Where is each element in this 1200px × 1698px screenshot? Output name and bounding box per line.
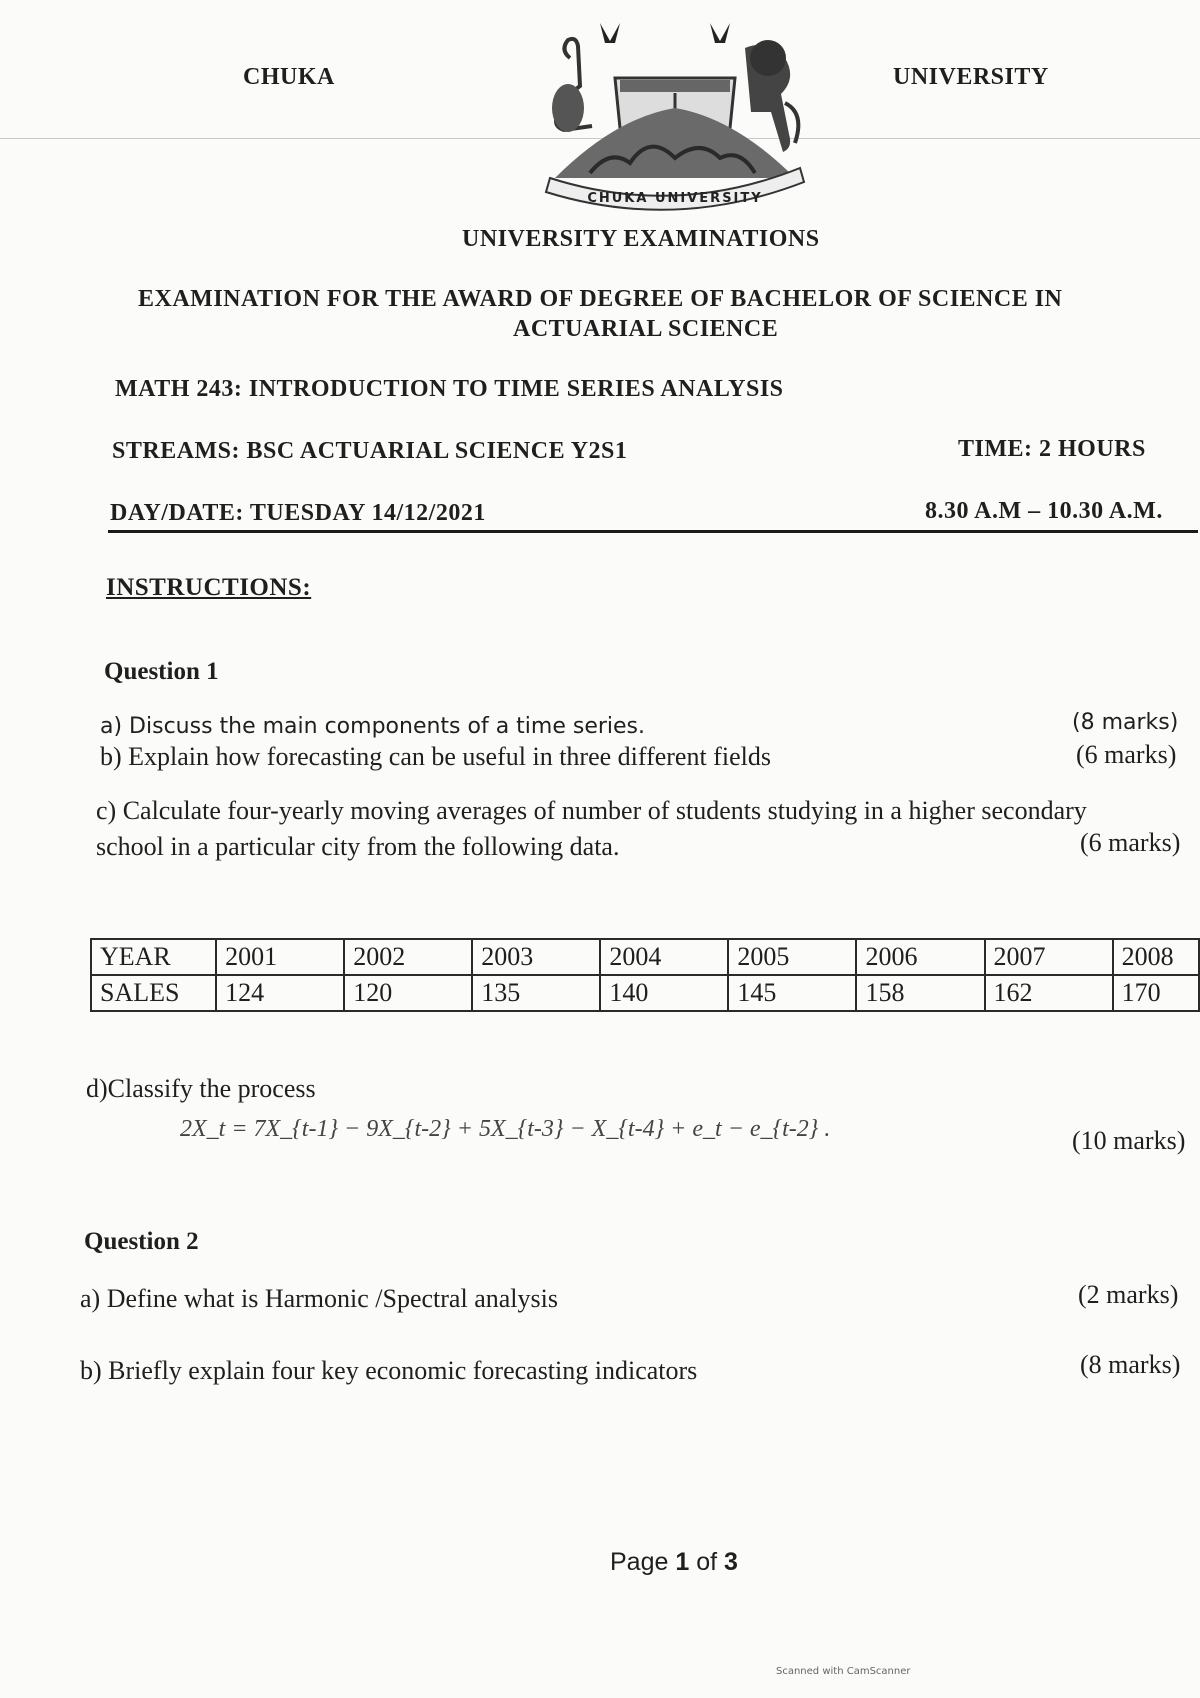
table-cell: 2007 — [985, 939, 1113, 975]
header-left-word: CHUKA — [243, 64, 335, 90]
instructions-label: INSTRUCTIONS: — [106, 574, 312, 601]
page-of: of — [689, 1548, 724, 1576]
table-cell: 145 — [728, 975, 856, 1011]
q1-part-d-marks: (10 marks) — [1072, 1126, 1186, 1155]
scanner-watermark: Scanned with CamScanner — [776, 1666, 911, 1677]
exams-title: UNIVERSITY EXAMINATIONS — [462, 226, 820, 252]
table-cell: 2004 — [600, 939, 728, 975]
table-row-sales — [91, 975, 1199, 1011]
q2-part-b: b) Briefly explain four key economic forecasting indicators — [80, 1356, 698, 1385]
table-cell: 2002 — [344, 939, 472, 975]
q1-part-c-marks: (6 marks) — [1080, 828, 1181, 857]
table-cell: 2006 — [856, 939, 984, 975]
page-current: 1 — [675, 1548, 690, 1576]
q1-part-d: d)Classify the process — [86, 1074, 316, 1103]
q2-part-a: a) Define what is Harmonic /Spectral analysis — [80, 1284, 558, 1313]
table-cell: 2005 — [728, 939, 856, 975]
award-line-1: EXAMINATION FOR THE AWARD OF DEGREE OF BACHELOR OF SCIENCE IN — [138, 286, 1063, 312]
question-2-title: Question 2 — [84, 1228, 199, 1255]
table-cell: 2003 — [472, 939, 600, 975]
table-cell: 140 — [600, 975, 728, 1011]
q1-part-c-line-2: school in a particular city from the following data. — [96, 832, 620, 861]
exam-day-date: DAY/DATE: TUESDAY 14/12/2021 — [110, 500, 486, 526]
table-cell: 124 — [216, 975, 344, 1011]
award-line-2: ACTUARIAL SCIENCE — [513, 316, 779, 342]
svg-text:CHUKA UNIVERSITY: CHUKA UNIVERSITY — [587, 191, 763, 206]
q1-part-a: a) Discuss the main components of a time series. — [100, 714, 646, 739]
question-1-title: Question 1 — [104, 658, 219, 685]
table-cell: SALES — [91, 975, 216, 1011]
table-row-year — [91, 939, 1199, 975]
course-title: MATH 243: INTRODUCTION TO TIME SERIES ANALYSIS — [115, 376, 784, 402]
page-label: Page — [610, 1548, 676, 1576]
table-cell: 2008 — [1113, 939, 1199, 975]
table-cell: 170 — [1113, 975, 1199, 1011]
q1-part-b-marks: (6 marks) — [1076, 740, 1177, 769]
students-data-table — [90, 938, 1200, 1012]
header-right-word: UNIVERSITY — [893, 64, 1049, 90]
exam-hours: 8.30 A.M – 10.30 A.M. — [925, 498, 1163, 524]
q1-part-c-line-1: c) Calculate four-yearly moving averages of number of students studying in a higher secondary — [96, 796, 1087, 825]
table-cell: 2001 — [216, 939, 344, 975]
page-number — [610, 1548, 738, 1577]
q2-part-a-marks: (2 marks) — [1078, 1280, 1179, 1309]
streams: STREAMS: BSC ACTUARIAL SCIENCE Y2S1 — [112, 438, 628, 464]
table-cell: 162 — [985, 975, 1113, 1011]
page-total: 3 — [724, 1548, 738, 1576]
table-cell: 158 — [856, 975, 984, 1011]
header-divider — [108, 530, 1198, 533]
table-cell: 135 — [472, 975, 600, 1011]
exam-duration: TIME: 2 HOURS — [958, 436, 1146, 462]
table-cell: 120 — [344, 975, 472, 1011]
q1-part-b: b) Explain how forecasting can be useful in three different fields — [100, 742, 771, 771]
q1-part-a-marks: (8 marks) — [1072, 710, 1179, 735]
table-cell: YEAR — [91, 939, 216, 975]
university-crest-logo — [530, 18, 820, 218]
q1-part-d-equation: 2X_t = 7X_{t-1} − 9X_{t-2} + 5X_{t-3} − X_{t-4} + e_t − e_{t-2} . — [180, 1116, 831, 1142]
q2-part-b-marks: (8 marks) — [1080, 1350, 1181, 1379]
